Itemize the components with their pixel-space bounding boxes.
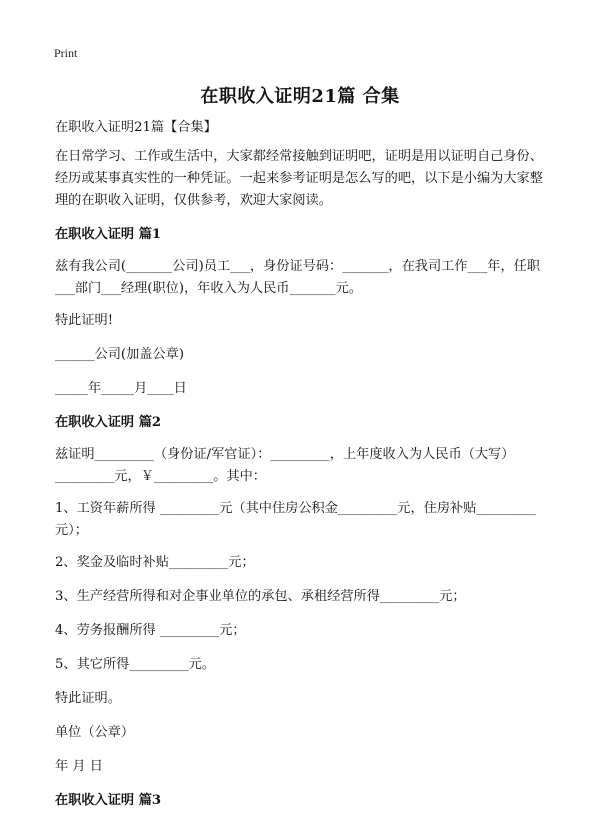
section-2-item-2: 2、奖金及临时补贴_________元； xyxy=(55,555,255,570)
intro-paragraph: 在日常学习、工作或生活中，大家都经常接触到证明吧，证明是用以证明自己身份、经历或某事真实性的一种凭证。一起来参考证明是怎么写的吧，以下是小编为大家整理的在职收入证明，仅供参考，欢迎大家阅读。 xyxy=(55,149,543,208)
section-2-item-5: 5、其它所得_________元。 xyxy=(55,657,216,672)
section-1-certify: 特此证明! xyxy=(55,313,114,328)
section-1-statement: 兹有我公司(_______公司)员工___，身份证号码：_______，在我司工作___年，任职___部门___经理(职位)，年收入为人民币_______元。 xyxy=(55,259,541,296)
section-2-item-1: 1、工资年薪所得 _________元（其中住房公积金_________元，住房补贴_________元）； xyxy=(55,501,536,538)
section-1-date: _____年_____月____日 xyxy=(55,381,187,396)
section-2-statement: 兹证明_________（身份证/军官证）：_________，上年度收入为人民币（大写）_________元，￥_________。其中： xyxy=(55,447,515,484)
document-body xyxy=(55,117,547,822)
section-1-company-seal: ______公司(加盖公章) xyxy=(55,347,184,362)
section-heading-1: 在职收入证明 篇1 xyxy=(55,227,162,242)
section-2-certify: 特此证明。 xyxy=(55,691,121,706)
section-2-item-4: 4、劳务报酬所得 _________元； xyxy=(55,623,246,638)
section-2-item-3: 3、生产经营所得和对企事业单位的承包、承租经营所得_________元； xyxy=(55,589,466,604)
section-2-date: 年 月 日 xyxy=(55,759,103,774)
document-subtitle: 在职收入证明21篇【合集】 xyxy=(55,120,217,135)
document-title: 在职收入证明21篇 合集 xyxy=(200,86,400,107)
section-heading-3: 在职收入证明 篇3 xyxy=(55,793,162,808)
print-link[interactable]: Print xyxy=(54,46,78,60)
section-2-unit-seal: 单位（公章） xyxy=(55,725,135,740)
section-heading-2: 在职收入证明 篇2 xyxy=(55,415,162,430)
